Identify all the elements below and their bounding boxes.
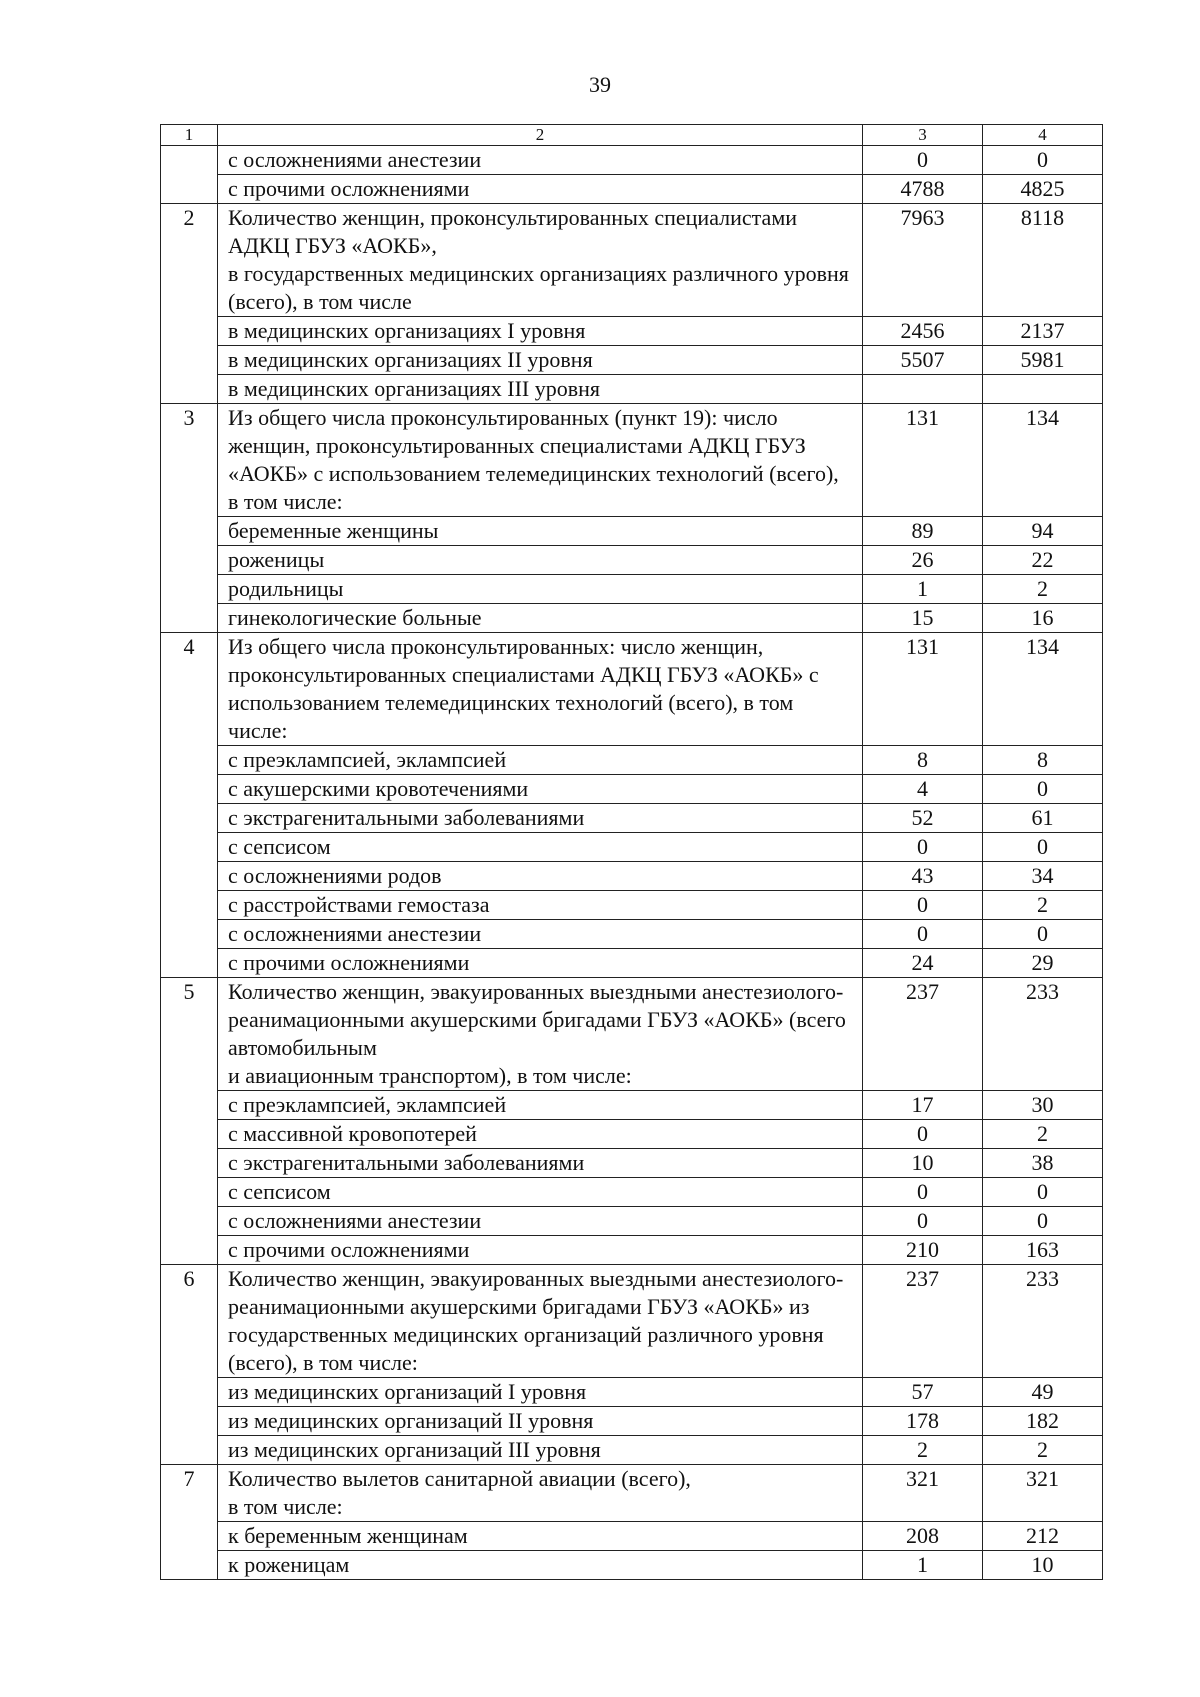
- header-cell-1: 1: [161, 125, 218, 146]
- value-col-4: 8118: [983, 204, 1103, 317]
- value-col-4: 22: [983, 546, 1103, 575]
- header-row: [161, 125, 1103, 146]
- value-col-3: 5507: [863, 346, 983, 375]
- value-col-4: 2: [983, 575, 1103, 604]
- value-col-3: 8: [863, 746, 983, 775]
- value-col-3: 89: [863, 517, 983, 546]
- row-label: Из общего числа проконсультированных (пункт 19): число женщин, проконсультированных специалистами АДКЦ ГБУЗ «АОКБ» с использованием телемедицинских технологий (всего), в том числе:: [218, 404, 863, 517]
- section-number: [161, 146, 218, 204]
- table-row: [161, 862, 1103, 891]
- value-col-3: 208: [863, 1522, 983, 1551]
- table-row: [161, 1522, 1103, 1551]
- value-col-4: 5981: [983, 346, 1103, 375]
- value-col-4: 134: [983, 404, 1103, 517]
- table-row: [161, 1149, 1103, 1178]
- section-number: 2: [161, 204, 218, 404]
- value-col-4: 8: [983, 746, 1103, 775]
- value-col-3: 4788: [863, 175, 983, 204]
- table-row: [161, 1407, 1103, 1436]
- value-col-3: 0: [863, 1207, 983, 1236]
- value-col-3: 237: [863, 1265, 983, 1378]
- value-col-3: 7963: [863, 204, 983, 317]
- table-row: [161, 517, 1103, 546]
- value-col-3: 237: [863, 978, 983, 1091]
- value-col-3: 1: [863, 575, 983, 604]
- row-label: с сепсисом: [218, 833, 863, 862]
- row-label: Количество женщин, эвакуированных выездными анестезиолого-реанимационными акушерскими бригадами ГБУЗ «АОКБ» из государственных медицинских организаций различного уровня (всего), в том числе:: [218, 1265, 863, 1378]
- value-col-3: [863, 375, 983, 404]
- value-col-3: 57: [863, 1378, 983, 1407]
- value-col-4: 0: [983, 146, 1103, 175]
- row-label: гинекологические больные: [218, 604, 863, 633]
- row-label: к беременным женщинам: [218, 1522, 863, 1551]
- value-col-3: 4: [863, 775, 983, 804]
- table-row: [161, 1207, 1103, 1236]
- page-number: 39: [589, 72, 611, 97]
- table-row: [161, 1265, 1103, 1378]
- value-col-4: 0: [983, 775, 1103, 804]
- value-col-4: 233: [983, 1265, 1103, 1378]
- row-label: Количество вылетов санитарной авиации (всего), в том числе:: [218, 1465, 863, 1522]
- value-col-3: 0: [863, 1178, 983, 1207]
- value-col-4: 30: [983, 1091, 1103, 1120]
- row-label: с экстрагенитальными заболеваниями: [218, 804, 863, 833]
- value-col-3: 26: [863, 546, 983, 575]
- row-label: с преэклампсией, эклампсией: [218, 746, 863, 775]
- value-col-4: 29: [983, 949, 1103, 978]
- row-label: из медицинских организаций III уровня: [218, 1436, 863, 1465]
- table-row: [161, 833, 1103, 862]
- row-label: Из общего числа проконсультированных: число женщин, проконсультированных специалистами АДКЦ ГБУЗ «АОКБ» с использованием телемедицинских технологий (всего), в том числе:: [218, 633, 863, 746]
- table-row: [161, 978, 1103, 1091]
- value-col-3: 210: [863, 1236, 983, 1265]
- table-row: [161, 1091, 1103, 1120]
- table-row: [161, 546, 1103, 575]
- row-label: с расстройствами гемостаза: [218, 891, 863, 920]
- value-col-3: 0: [863, 920, 983, 949]
- value-col-4: 212: [983, 1522, 1103, 1551]
- table-row: [161, 1551, 1103, 1580]
- row-label: с сепсисом: [218, 1178, 863, 1207]
- table-row: [161, 404, 1103, 517]
- row-label: роженицы: [218, 546, 863, 575]
- value-col-3: 0: [863, 833, 983, 862]
- value-col-3: 2: [863, 1436, 983, 1465]
- table-row: [161, 1378, 1103, 1407]
- value-col-4: 0: [983, 920, 1103, 949]
- row-label: с прочими осложнениями: [218, 1236, 863, 1265]
- value-col-3: 0: [863, 146, 983, 175]
- row-label: в медицинских организациях II уровня: [218, 346, 863, 375]
- section-number: 7: [161, 1465, 218, 1580]
- row-label: беременные женщины: [218, 517, 863, 546]
- row-label: Количество женщин, проконсультированных специалистами АДКЦ ГБУЗ «АОКБ», в государственных медицинских организациях различного уровня (всего), в том числе: [218, 204, 863, 317]
- table-row: [161, 746, 1103, 775]
- row-label: из медицинских организаций I уровня: [218, 1378, 863, 1407]
- value-col-4: [983, 375, 1103, 404]
- value-col-3: 321: [863, 1465, 983, 1522]
- value-col-3: 10: [863, 1149, 983, 1178]
- table-row: [161, 633, 1103, 746]
- table-row: [161, 1236, 1103, 1265]
- row-label: с массивной кровопотерей: [218, 1120, 863, 1149]
- value-col-4: 2137: [983, 317, 1103, 346]
- table-row: [161, 375, 1103, 404]
- row-label: с осложнениями анестезии: [218, 1207, 863, 1236]
- value-col-4: 4825: [983, 175, 1103, 204]
- row-label: с прочими осложнениями: [218, 949, 863, 978]
- header-cell-4: 4: [983, 125, 1103, 146]
- value-col-4: 49: [983, 1378, 1103, 1407]
- value-col-3: 43: [863, 862, 983, 891]
- row-label: с осложнениями анестезии: [218, 146, 863, 175]
- section-number: 3: [161, 404, 218, 633]
- row-label: родильницы: [218, 575, 863, 604]
- table-row: [161, 804, 1103, 833]
- value-col-4: 182: [983, 1407, 1103, 1436]
- value-col-3: 131: [863, 404, 983, 517]
- value-col-4: 134: [983, 633, 1103, 746]
- value-col-3: 1: [863, 1551, 983, 1580]
- table-row: [161, 949, 1103, 978]
- value-col-4: 94: [983, 517, 1103, 546]
- section-number: 5: [161, 978, 218, 1265]
- header-cell-3: 3: [863, 125, 983, 146]
- table-row: [161, 204, 1103, 317]
- table-body: [161, 125, 1103, 1580]
- table-row: [161, 346, 1103, 375]
- value-col-4: 61: [983, 804, 1103, 833]
- row-label: с преэклампсией, эклампсией: [218, 1091, 863, 1120]
- value-col-3: 17: [863, 1091, 983, 1120]
- value-col-3: 2456: [863, 317, 983, 346]
- table-row: [161, 146, 1103, 175]
- section-number: 6: [161, 1265, 218, 1465]
- header-cell-2: 2: [218, 125, 863, 146]
- statistics-table: [160, 124, 1103, 1580]
- row-label: Количество женщин, эвакуированных выездными анестезиолого-реанимационными акушерскими бригадами ГБУЗ «АОКБ» (всего автомобильным и авиационным транспортом), в том числе:: [218, 978, 863, 1091]
- value-col-4: 233: [983, 978, 1103, 1091]
- table-row: [161, 1120, 1103, 1149]
- value-col-3: 15: [863, 604, 983, 633]
- section-number: 4: [161, 633, 218, 978]
- table-row: [161, 1465, 1103, 1522]
- value-col-3: 24: [863, 949, 983, 978]
- value-col-3: 0: [863, 891, 983, 920]
- row-label: с осложнениями родов: [218, 862, 863, 891]
- row-label: из медицинских организаций II уровня: [218, 1407, 863, 1436]
- value-col-3: 178: [863, 1407, 983, 1436]
- value-col-3: 52: [863, 804, 983, 833]
- row-label: с осложнениями анестезии: [218, 920, 863, 949]
- value-col-4: 10: [983, 1551, 1103, 1580]
- value-col-4: 16: [983, 604, 1103, 633]
- value-col-3: 0: [863, 1120, 983, 1149]
- value-col-4: 2: [983, 891, 1103, 920]
- value-col-4: 0: [983, 833, 1103, 862]
- value-col-4: 321: [983, 1465, 1103, 1522]
- table-row: [161, 920, 1103, 949]
- value-col-4: 163: [983, 1236, 1103, 1265]
- table-row: [161, 891, 1103, 920]
- value-col-4: 0: [983, 1207, 1103, 1236]
- table-row: [161, 1178, 1103, 1207]
- table-row: [161, 775, 1103, 804]
- table-row: [161, 175, 1103, 204]
- value-col-4: 0: [983, 1178, 1103, 1207]
- table-row: [161, 575, 1103, 604]
- value-col-4: 34: [983, 862, 1103, 891]
- value-col-4: 2: [983, 1436, 1103, 1465]
- table-row: [161, 604, 1103, 633]
- row-label: с экстрагенитальными заболеваниями: [218, 1149, 863, 1178]
- value-col-3: 131: [863, 633, 983, 746]
- row-label: в медицинских организациях I уровня: [218, 317, 863, 346]
- table-row: [161, 317, 1103, 346]
- row-label: в медицинских организациях III уровня: [218, 375, 863, 404]
- value-col-4: 38: [983, 1149, 1103, 1178]
- row-label: с акушерскими кровотечениями: [218, 775, 863, 804]
- row-label: к роженицам: [218, 1551, 863, 1580]
- table-row: [161, 1436, 1103, 1465]
- row-label: с прочими осложнениями: [218, 175, 863, 204]
- value-col-4: 2: [983, 1120, 1103, 1149]
